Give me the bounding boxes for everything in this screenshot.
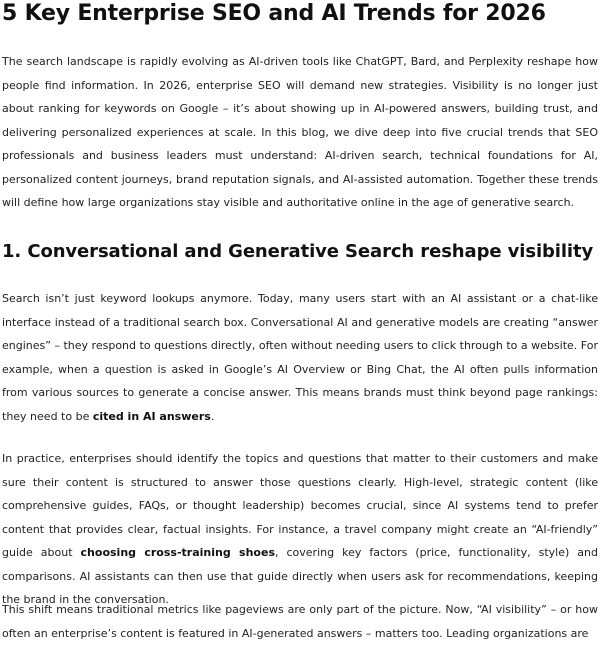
section-1-paragraph-3: This shift means traditional metrics like pageviews are only part of the picture. Now, “AI visibility” – or how often an enterprise’s content is featured in AI-generated answers – matters too. Leading organizations are — [2, 603, 598, 640]
paragraph-text-end: , covering key factors (price, functionality, style) and comparisons. AI assistants can then use that guide directly when users ask for recommendations, keeping the brand in the conversation. — [2, 546, 598, 606]
section-1-heading: 1. Conversational and Generative Search reshape visibility — [2, 241, 594, 262]
section-1-paragraph-1 — [2, 287, 598, 428]
paragraph-text-end: . — [210, 409, 215, 423]
section-1-paragraph-2 — [2, 447, 598, 612]
article-title: 5 Key Enterprise SEO and AI Trends for 2026 — [2, 1, 546, 26]
bold-phrase: cited in AI answers — [92, 409, 211, 423]
intro-paragraph: The search landscape is rapidly evolving as AI-driven tools like ChatGPT, Bard, and Perplexity reshape how people find information. In 2026, enterprise SEO will demand new strategies. Visibility is no longer just about ranking for keywords on Google – it’s about showing up in AI-powered answers, building trust, and delivering personalized experiences at scale. In this blog, we dive deep into five crucial trends that SEO professionals and business leaders must understand: AI-driven search, technical foundations for AI, personalized content journeys, brand reputation signals, and AI-assisted automation. Together these trends will define how large organizations stay visible and authoritative online in the age of generative search. — [2, 55, 598, 209]
paragraph-text: Search isn’t just keyword lookups anymore. Today, many users start with an AI assistant or a chat-like interface instead of a traditional search box. Conversational AI and generative models are creating “answer engines” – they respond to questions directly, often without needing users to click through to a website. For example, when a question is asked in Google’s AI Overview or Bing Chat, the AI often pulls information from various sources to generate a concise answer. This means brands must think beyond page rankings: they need to be — [2, 292, 598, 423]
bold-phrase: choosing cross-training shoes — [80, 546, 275, 559]
paragraph-text: In practice, enterprises should identify the topics and questions that matter to their customers and make sure their content is structured to answer those questions clearly. High-level, strategic content (like comprehensive guides, FAQs, or thought leadership) becomes crucial, since AI systems tend to prefer content that provides clear, factual insights. For instance, a travel company might create an “AI-friendly” guide about — [2, 452, 598, 559]
